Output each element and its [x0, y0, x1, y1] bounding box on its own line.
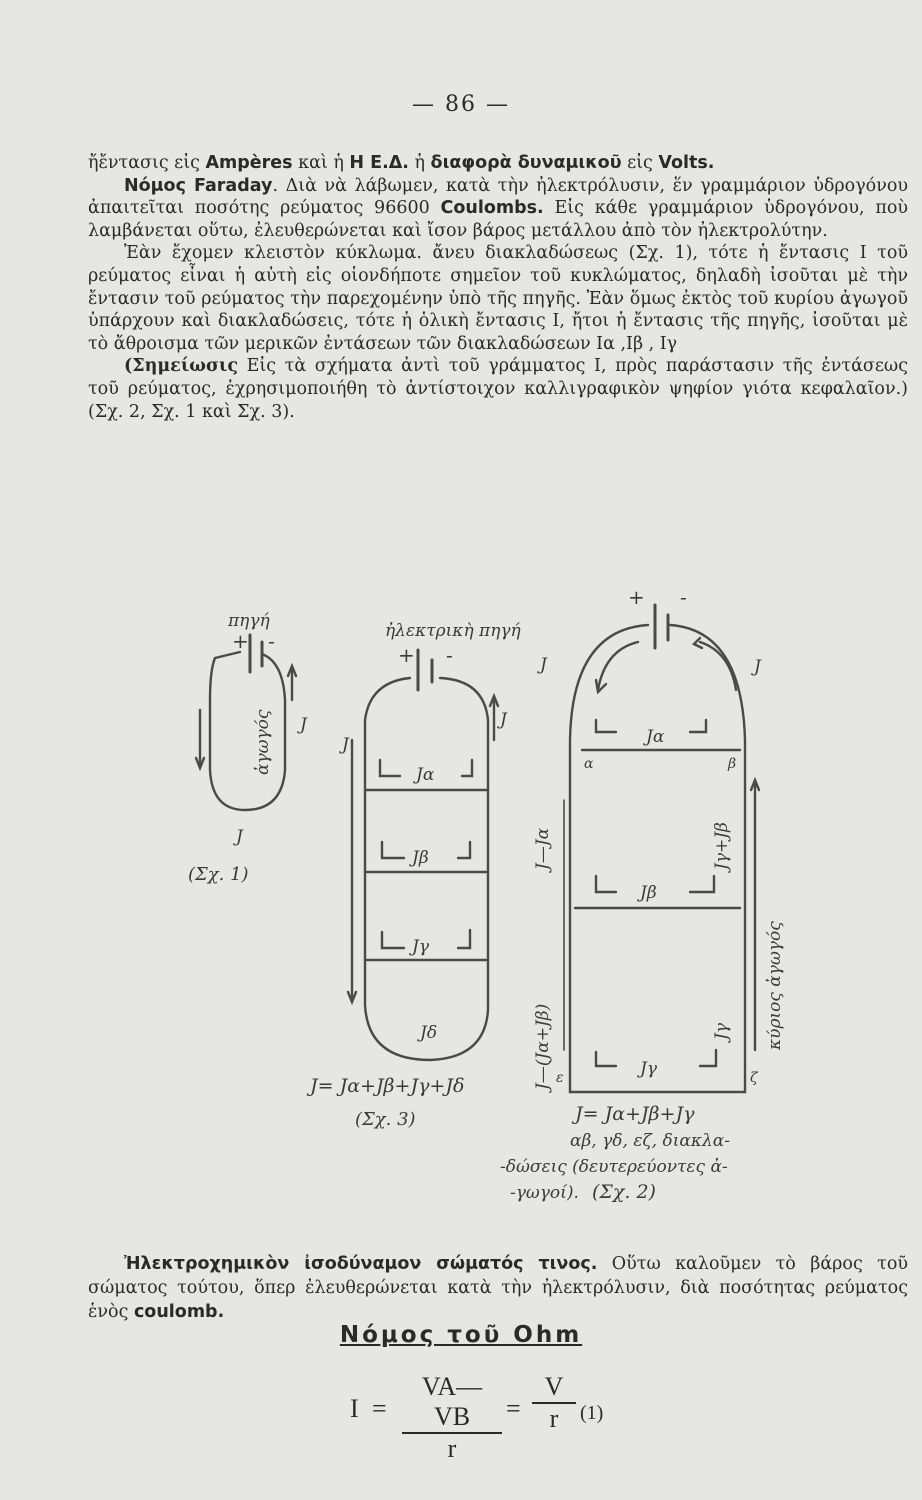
fig2-node-z: ζ — [750, 1070, 758, 1086]
fig3-jg: Jγ — [412, 937, 429, 957]
fig2-caption: (Σχ. 2) — [592, 1181, 656, 1203]
paragraph-units: ἤἔντασις εἰς Ampères καὶ ἡ Η Ε.Δ. ἡ διαφορὰ δυναμικοῦ εἰς Volts. — [88, 153, 715, 173]
circuit-figures — [0, 580, 922, 1240]
paragraph-circuit: Ἐὰν ἔχομεν κλειστὸν κύκλωμα. ἄνευ διακλαδώσεως (Σχ. 1), τότε ἡ ἔντασις Ι τοῦ ρεύματος εἶναι ἡ αὐτὴ εἰς οἱονδήποτε σημεῖον τοῦ κυκλώματος, δηλαδὴ ἰσοῦται μὲ τὴν ἔντασιν τοῦ ρεύματος τὴν παρεχομένην ὑπὸ τῆς πηγῆς. Ἐὰν ὅμως ἐκτὸς τοῦ κυρίου ἀγωγοῦ ὑπάρχουν καὶ διακλαδώσεις, τότε ἡ ὁλικὴ ἔντασις Ι, ἤτοι ἡ ἔντασις τῆς πηγῆς, ἰσοῦται μὲ τὸ ἄθροισμα τῶν μερικῶν ἐντάσεων τῶν διακλαδώσεων Ια ,Ιβ , Ιγ — [88, 243, 908, 354]
fig2-left-mid: J—Jα — [533, 827, 553, 870]
fig3-current-right: J — [500, 710, 507, 730]
fig3-jb: Jβ — [412, 848, 429, 868]
formula-fraction-1 — [402, 1372, 502, 1464]
fig2-current-right: J — [754, 657, 761, 677]
fig2-minus: - — [680, 585, 687, 609]
fig1-source-label: πηγή — [228, 611, 270, 631]
fig3-jd: Jδ — [420, 1023, 438, 1043]
fig3-current-left: J — [342, 735, 349, 755]
fig3-minus: - — [446, 643, 453, 667]
electrochemical-paragraph: Ἠλεκτροχημικὸν ἰσοδύναμον σώματός τινος. Οὕτω καλοῦμεν τὸ βάρος τοῦ σώματος τούτου, ὅπερ ἐλευθερώνεται κατὰ τὴν ἠλεκτρόλυσιν, διὰ ποσότητας ρεύματος ἑνὸς coulomb. — [88, 1254, 908, 1322]
fig1-wire-label: ἀγωγός — [253, 709, 273, 775]
ohm-formula — [350, 1372, 650, 1463]
fig3-caption: (Σχ. 3) — [355, 1109, 416, 1130]
fig2-side-label: κύριος ἀγωγός — [765, 921, 785, 1050]
formula-tag: (1) — [580, 1402, 604, 1424]
fig3-equation: J= Jα+Jβ+Jγ+Jδ — [310, 1075, 465, 1097]
fig2-jg: Jγ — [640, 1059, 657, 1079]
fig2-current-left: J — [540, 655, 547, 675]
fig2-plus: + — [628, 585, 645, 609]
fig3-plus: + — [398, 643, 415, 667]
fig1-current: J — [300, 715, 307, 735]
page-number: — 86 — — [412, 92, 510, 117]
fig3-source-label: ἠλεκτρικὴ πηγή — [385, 621, 521, 641]
fig2-jb: Jβ — [640, 883, 657, 903]
formula-num-2: V — [532, 1372, 576, 1404]
formula-lhs: I — [350, 1394, 359, 1423]
fig2-left-low: J—(Jα+Jβ) — [533, 1003, 553, 1090]
formula-eq-1: = — [372, 1394, 387, 1423]
fig1-current-bottom: J — [236, 827, 243, 847]
fig2-note-2: -δώσεις (δευτερεύοντες ἀ- — [500, 1157, 728, 1177]
fig2-node-a: α — [584, 756, 594, 772]
fig2-note-1: αβ, γδ, εζ, διακλα- — [570, 1131, 730, 1151]
formula-eq-2: = — [506, 1394, 521, 1423]
fig2-note-3: -γωγοί). — [510, 1183, 579, 1203]
figure-1 — [196, 635, 296, 810]
fig2-ja: Jα — [646, 727, 665, 747]
fig2-equation: J= Jα+Jβ+Jγ — [575, 1103, 695, 1125]
fig2-right-low: Jγ — [712, 1023, 732, 1040]
electrochemical-heading: Ἠλεκτροχημικὸν ἰσοδύναμον σώματός τινος. — [124, 1254, 598, 1274]
circuit-figures-svg — [0, 580, 922, 1240]
fig2-right-mid: Jγ+Jβ — [712, 822, 732, 870]
fig1-caption: (Σχ. 1) — [188, 864, 249, 885]
ohm-law-title: Νόμος τοῦ Ohm — [339, 1322, 583, 1348]
formula-den-2: r — [549, 1404, 559, 1433]
body-text — [88, 152, 908, 423]
fig1-minus: - — [268, 629, 275, 653]
paragraph-note: (Σημείωσις Εἰς τὰ σχήματα ἀντὶ τοῦ γράμματος Ι, πρὸς παράστασιν τῆς ἐντάσεως τοῦ ρεύματος, ἐχρησιμοποιήθη τὸ ἀντίστοιχον καλλιγραφικὸν ψηφίον γιότα κεφαλαῖον.) (Σχ. 2, Σχ. 1 καὶ Σχ. 3). — [88, 356, 908, 422]
fig2-node-b: β — [728, 756, 737, 772]
fig3-ja: Jα — [416, 765, 435, 785]
paragraph-faraday: Νόμος Faraday. Διὰ νὰ λάβωμεν, κατὰ τὴν ἠλεκτρόλυσιν, ἕν γραμμάριον ὑδρογόνου ἀπαιτεῖται ποσότης ρεύματος 96600 Coulombs. Εἰς κάθε γραμμάριον ὑδρογόνου, ποὺ λαμβάνεται οὕτω, ἐλευθερώνεται καὶ ἴσον βάρος μετάλλου ἀπὸ τὸν ἠλεκτρολύτην. — [88, 175, 909, 241]
formula-fraction-2 — [532, 1372, 576, 1434]
formula-num-1: VA—VB — [402, 1372, 502, 1434]
fig2-node-e: ε — [556, 1070, 564, 1086]
formula-den-1: r — [447, 1434, 457, 1463]
fig1-plus: + — [232, 629, 249, 653]
faraday-heading: Νόμος Faraday — [124, 175, 273, 196]
